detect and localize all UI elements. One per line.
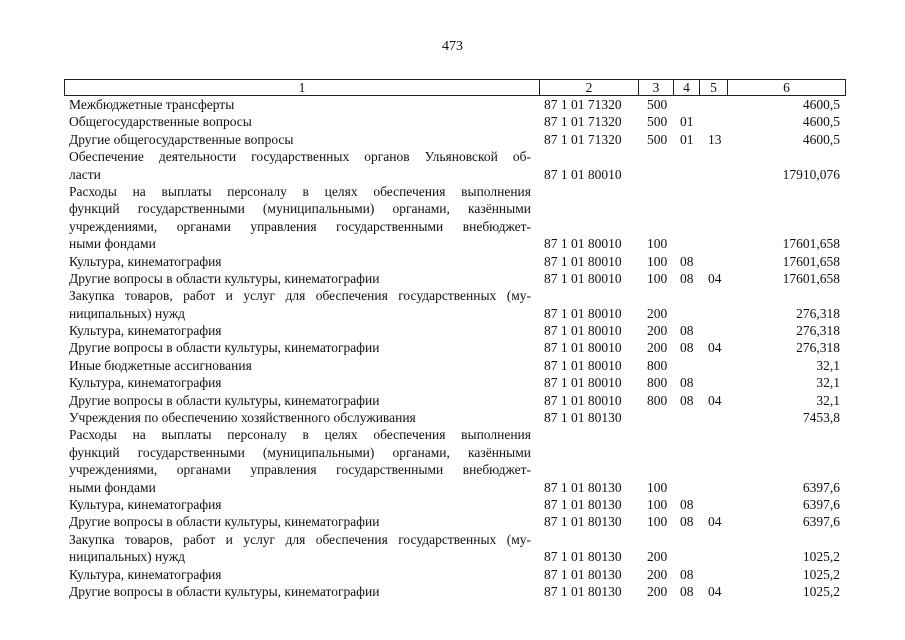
row-name: Другие вопросы в области культуры, кинематографии: [69, 340, 380, 356]
row-name: Другие вопросы в области культуры, кинематографии: [69, 270, 380, 286]
row-name: ниципальных) нужд: [69, 549, 186, 565]
table-row: [0, 409, 905, 426]
row-value: 4600,5: [802, 131, 840, 147]
row-value: 6397,6: [802, 514, 840, 530]
row-col-4: 08: [680, 514, 694, 530]
row-col-3: 100: [647, 479, 668, 495]
table-row: [0, 131, 905, 148]
table-row: [0, 253, 905, 270]
row-code: 87 1 01 80130: [544, 410, 622, 426]
table-row: [0, 166, 905, 183]
row-name: Культура, кинематография: [69, 566, 222, 582]
row-value: 7453,8: [802, 410, 840, 426]
row-value: 1025,2: [802, 549, 840, 565]
row-value: 32,1: [816, 392, 840, 408]
row-name: Иные бюджетные ассигнования: [69, 357, 252, 373]
table-row: [0, 96, 905, 113]
row-value: 17601,658: [782, 253, 840, 269]
row-code: 87 1 01 80130: [544, 514, 622, 530]
row-name: Другие вопросы в области культуры, кинематографии: [69, 514, 380, 530]
row-value: 17910,076: [782, 166, 840, 182]
row-value: 4600,5: [802, 114, 840, 130]
row-code: 87 1 01 80010: [544, 166, 622, 182]
row-name: ными фондами: [69, 236, 156, 252]
row-name: Культура, кинематография: [69, 323, 222, 339]
table-row: [0, 583, 905, 600]
header-col-1: 1: [298, 80, 306, 95]
table-row: [0, 218, 905, 235]
row-value: 32,1: [816, 357, 840, 373]
row-name: Расходы на выплаты персоналу в целях обеспечения выполнения: [69, 427, 531, 443]
row-name: Межбюджетные трансферты: [69, 97, 235, 112]
row-col-3: 800: [647, 375, 668, 391]
table-row: [0, 148, 905, 165]
row-value: 276,318: [796, 340, 840, 356]
row-name: Расходы на выплаты персоналу в целях обеспечения выполнения: [69, 183, 531, 199]
row-code: 87 1 01 80010: [544, 323, 622, 339]
row-col-3: 500: [647, 131, 668, 147]
row-name: Обеспечение деятельности государственных органов Ульяновской об-: [69, 149, 531, 165]
row-col-3: 100: [647, 236, 668, 252]
row-col-4: 08: [680, 566, 694, 582]
row-col-4: 08: [680, 253, 694, 269]
table-row: [0, 496, 905, 513]
table-row: [0, 287, 905, 304]
row-col-4: 08: [680, 270, 694, 286]
row-code: 87 1 01 71320: [544, 114, 622, 130]
table-row: [0, 357, 905, 374]
table-row: [0, 548, 905, 565]
table-row: [0, 183, 905, 200]
row-name: учреждениями, органами управления государственными внебюджет-: [69, 218, 531, 234]
row-col-5: 04: [708, 583, 722, 599]
row-col-3: 800: [647, 357, 668, 373]
row-name: Закупка товаров, работ и услуг для обеспечения государственных (му-: [69, 531, 531, 547]
row-col-5: 04: [708, 340, 722, 356]
table-row: [0, 305, 905, 322]
row-value: 4600,5: [802, 97, 840, 112]
row-name: ласти: [69, 166, 101, 182]
row-value: 1025,2: [802, 566, 840, 582]
table-row: [0, 322, 905, 339]
row-name: Другие вопросы в области культуры, кинематографии: [69, 392, 380, 408]
row-name: Культура, кинематография: [69, 496, 222, 512]
row-name: Закупка товаров, работ и услуг для обеспечения государственных (му-: [69, 288, 531, 304]
row-col-3: 100: [647, 253, 668, 269]
row-code: 87 1 01 80130: [544, 549, 622, 565]
row-col-3: 200: [647, 340, 668, 356]
header-col-6: 6: [727, 80, 845, 95]
table-row: [0, 235, 905, 252]
page-number: 473: [442, 39, 463, 54]
row-value: 276,318: [796, 323, 840, 339]
row-name: ниципальных) нужд: [69, 305, 186, 321]
row-col-4: 01: [680, 131, 694, 147]
table-header: [64, 79, 846, 96]
table-row: [0, 566, 905, 583]
row-value: 276,318: [796, 305, 840, 321]
row-code: 87 1 01 80010: [544, 392, 622, 408]
row-col-5: 04: [708, 392, 722, 408]
table-row: [0, 531, 905, 548]
row-code: 87 1 01 80130: [544, 583, 622, 599]
row-col-3: 200: [647, 583, 668, 599]
row-name: функций государственными (муниципальными) органами, казёнными: [69, 201, 531, 217]
row-code: 87 1 01 71320: [544, 97, 622, 112]
row-col-4: 08: [680, 496, 694, 512]
row-col-3: 100: [647, 514, 668, 530]
row-value: 32,1: [816, 375, 840, 391]
row-name: Культура, кинематография: [69, 253, 222, 269]
row-value: 17601,658: [782, 236, 840, 252]
table-row: [0, 444, 905, 461]
row-col-3: 200: [647, 305, 668, 321]
table-row: [0, 479, 905, 496]
row-name: Общегосударственные вопросы: [69, 114, 252, 130]
row-col-4: 08: [680, 340, 694, 356]
row-col-4: 08: [680, 323, 694, 339]
row-code: 87 1 01 80010: [544, 236, 622, 252]
row-name: ными фондами: [69, 479, 156, 495]
row-value: 6397,6: [802, 479, 840, 495]
table-row: [0, 339, 905, 356]
row-col-3: 200: [647, 549, 668, 565]
row-col-4: 01: [680, 114, 694, 130]
row-col-3: 800: [647, 392, 668, 408]
row-code: 87 1 01 71320: [544, 131, 622, 147]
row-name: учреждениями, органами управления государственными внебюджет-: [69, 462, 531, 478]
row-value: 1025,2: [802, 583, 840, 599]
row-col-5: 04: [708, 270, 722, 286]
row-name: Другие вопросы в области культуры, кинематографии: [69, 583, 380, 599]
row-code: 87 1 01 80010: [544, 340, 622, 356]
table-row: [0, 461, 905, 478]
table-row: [0, 426, 905, 443]
row-code: 87 1 01 80010: [544, 375, 622, 391]
row-value: 6397,6: [802, 496, 840, 512]
table-row: [0, 113, 905, 130]
row-col-3: 100: [647, 496, 668, 512]
row-code: 87 1 01 80130: [544, 566, 622, 582]
table-row: [0, 270, 905, 287]
row-col-3: 500: [647, 114, 668, 130]
row-name: функций государственными (муниципальными) органами, казёнными: [69, 444, 531, 460]
row-name: Учреждения по обеспечению хозяйственного обслуживания: [69, 410, 416, 426]
row-col-5: 13: [708, 131, 722, 147]
table-row: [0, 392, 905, 409]
row-code: 87 1 01 80010: [544, 253, 622, 269]
row-col-3: 200: [647, 323, 668, 339]
row-name: Другие общегосударственные вопросы: [69, 131, 294, 147]
header-col-2: 2: [539, 80, 638, 95]
row-col-4: 08: [680, 392, 694, 408]
row-code: 87 1 01 80010: [544, 357, 622, 373]
table-row: [0, 513, 905, 530]
row-col-3: 200: [647, 566, 668, 582]
row-col-3: 500: [647, 97, 668, 112]
row-code: 87 1 01 80010: [544, 270, 622, 286]
header-col-4: 4: [673, 80, 699, 95]
row-col-4: 08: [680, 583, 694, 599]
row-code: 87 1 01 80010: [544, 305, 622, 321]
table-body: [0, 96, 905, 600]
row-name: Культура, кинематография: [69, 375, 222, 391]
row-col-3: 100: [647, 270, 668, 286]
row-code: 87 1 01 80130: [544, 479, 622, 495]
row-col-4: 08: [680, 375, 694, 391]
header-col-3: 3: [638, 80, 673, 95]
row-col-5: 04: [708, 514, 722, 530]
header-col-5: 5: [699, 80, 727, 95]
row-code: 87 1 01 80130: [544, 496, 622, 512]
row-value: 17601,658: [782, 270, 840, 286]
table-row: [0, 200, 905, 217]
table-row: [0, 374, 905, 391]
